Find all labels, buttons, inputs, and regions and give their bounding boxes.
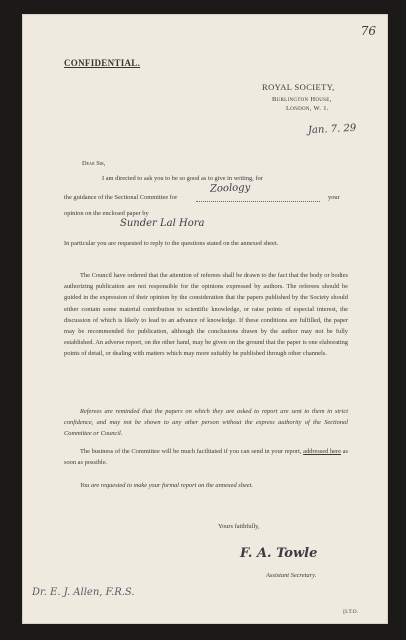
confidential-heading: CONFIDENTIAL.	[64, 58, 141, 68]
handwritten-subject: Zoology	[209, 182, 251, 195]
business-underlined-text: addressed here	[303, 448, 341, 455]
handwritten-addressee: Dr. E. J. Allen, F.R.S.	[32, 587, 135, 598]
business-text-end: as soon as possible.	[64, 448, 348, 467]
request-line-2-start: the guidance of the Sectional Committee for	[64, 194, 178, 201]
paragraph-reminder: Referees are reminded that the papers on which they are asked to report are sent to them in strict confidence, and may not be shown to any other person without the express authority of the Sectional Committee or Council.	[64, 408, 348, 438]
letterhead-address-line-2: London, W. 1.	[286, 105, 329, 112]
letter-sheet	[22, 14, 388, 624]
handwritten-date: Jan. 7. 29	[307, 122, 357, 137]
closing: Yours faithfully,	[218, 523, 260, 530]
request-line-3: opinion on the enclosed paper by	[64, 210, 149, 217]
subject-fill-line	[196, 201, 320, 202]
handwritten-paper-author: Sunder Lal Hora	[120, 218, 205, 229]
paragraph-business	[64, 446, 348, 468]
signature: F. A. Towle	[240, 546, 318, 561]
letterhead-address-line-1: Burlington House,	[272, 96, 332, 103]
signatory-role: Assistant Secretary.	[266, 572, 317, 579]
letterhead-name: ROYAL SOCIETY,	[262, 82, 335, 92]
request-line-2-end: your	[328, 194, 340, 201]
paragraph-formal-report: You are requested to make your formal report on the annexed sheet.	[80, 482, 253, 489]
request-line-1: I am directed to ask you to be so good as to give in writing, for	[102, 175, 263, 182]
folio-number: 76	[360, 24, 376, 38]
paragraph-questions: In particular you are requested to reply to the questions stated on the annexed sheet.	[64, 240, 279, 247]
print-code: [I.T.O.	[343, 609, 358, 615]
letterhead	[262, 82, 354, 112]
salutation: Dear Sir,	[82, 160, 106, 167]
business-text-start: The business of the Committee will be much facilitated if you can send in your report,	[80, 448, 302, 455]
paragraph-council: The Council have ordered that the attention of referees shall be drawn to the fact that the body or bodies authorizing publication are not responsible for the opinions expressed by authors. The referees should be guided in the expression of their opinion by the consideration that the papers published by the Society should either contain some material contribution to scientific knowledge, or raise points of especial interest, the discussion of which is likely to lead to an advance of knowledge. If these conditions are fulfilled, the paper may be recommended for publication, although the conclusions drawn by the author may not be fully established. An adverse report, on the other hand, may be given on the ground that the paper is one elaborating points of detail, or dealing with matters which may more suitably be published through other channels.	[64, 272, 348, 358]
